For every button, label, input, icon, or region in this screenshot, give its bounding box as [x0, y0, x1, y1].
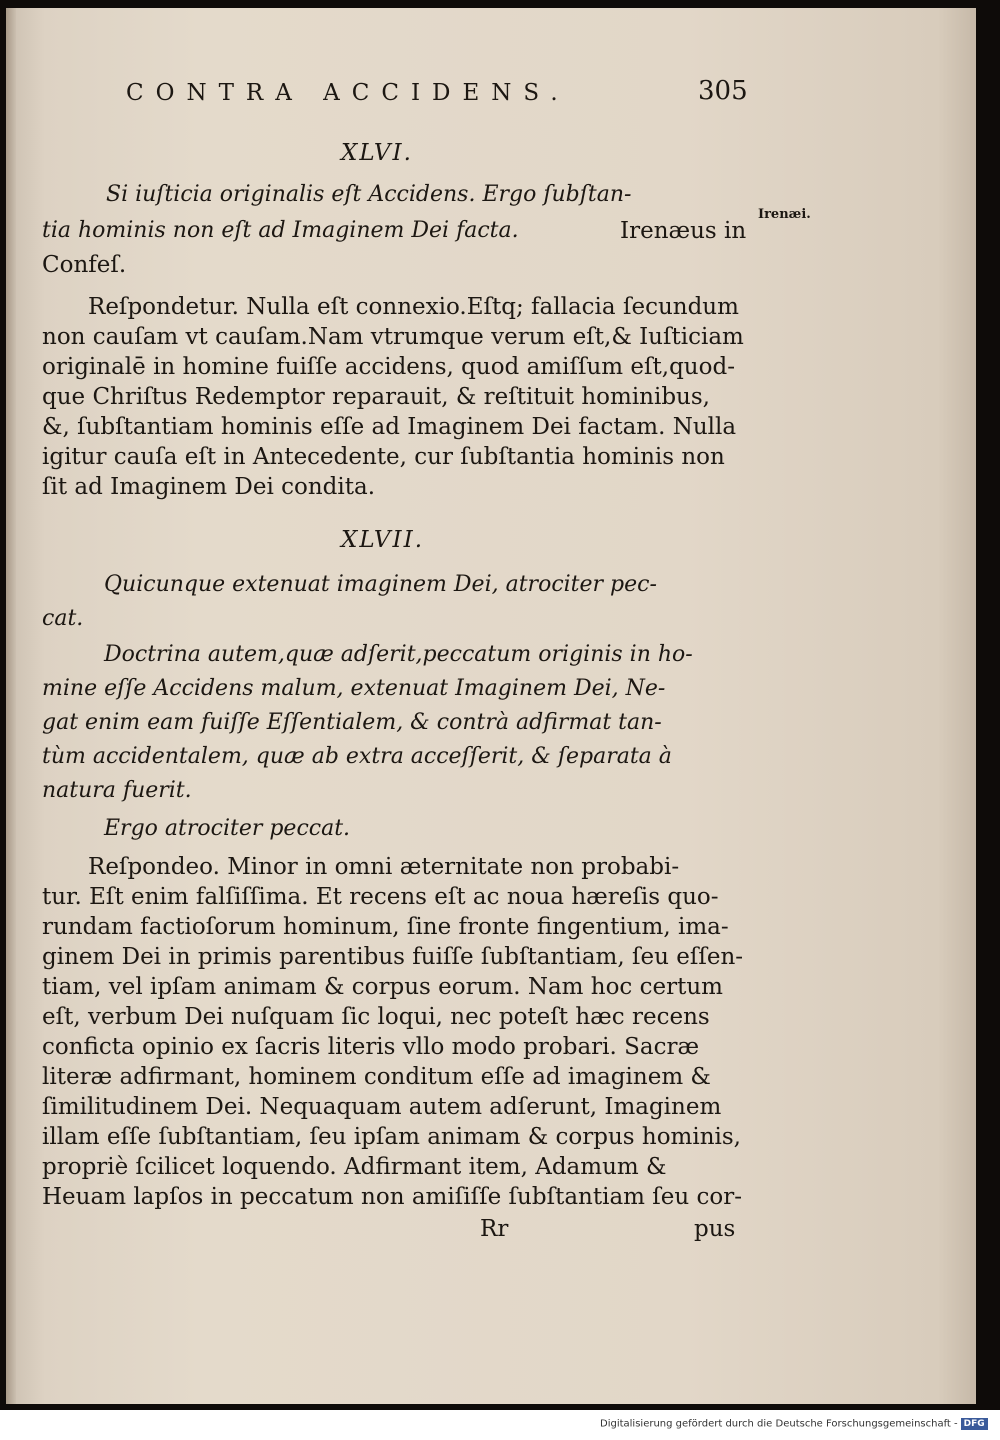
text-line: tia hominis non eſt ad Imaginem Dei facta. [42, 218, 519, 243]
text-line: tur. Eſt enim falſiſſima. Et recens eſt ac noua hæreſis quo- [42, 884, 719, 910]
text-line: conficta opinio ex ſacris literis vllo modo probari. Sacræ [42, 1034, 700, 1060]
text-line: Reſpondeo. Minor in omni æternitate non probabi- [88, 854, 680, 880]
footer-credit [600, 1418, 1000, 1440]
text-line: eſt, verbum Dei nuſquam ſic loqui, nec poteſt hæc recens [42, 1004, 710, 1030]
text-line: cat. [42, 606, 84, 631]
text-line: igitur cauſa eſt in Antecedente, cur ſubſtantia hominis non [42, 444, 725, 470]
page-number: 305 [698, 76, 748, 106]
text-line: Reſpondetur. Nulla eſt connexio.Eſtq; fallacia ſecundum [88, 294, 739, 320]
book-page [6, 8, 976, 1404]
text-line: Quicunque extenuat imaginem Dei, atrociter pec- [104, 572, 657, 597]
text-line: propriè ſcilicet loquendo. Adfirmant item, Adamum & [42, 1154, 667, 1180]
section-numeral: XLVII. [341, 527, 425, 553]
text-line: tùm accidentalem, quæ ab extra acceſſerit, & ſeparata à [42, 744, 672, 769]
text-line: literæ adfirmant, hominem conditum eſſe ad imaginem & [42, 1064, 711, 1090]
text-line: gat enim eam fuiſſe Eſſentialem, & contrà adfirmat tan- [42, 710, 662, 735]
running-title: CONTRA ACCIDENS. [126, 80, 570, 106]
margin-note: Irenæi. [758, 207, 811, 222]
text-line: non cauſam vt cauſam.Nam vtrumque verum eſt,& Iuſticiam [42, 324, 744, 350]
text-line: rundam factioſorum hominum, ſine fronte fingentium, ima- [42, 914, 729, 940]
footer-text: Digitalisierung gefördert durch die Deutsche Forschungsgemeinschaft - [600, 1418, 958, 1430]
text-line: originalē in homine fuiſſe accidens, quod amiſſum eſt,quod- [42, 354, 735, 380]
text-line: que Chriſtus Redemptor reparauit, & reſtituit hominibus, [42, 384, 710, 410]
text-line: Doctrina autem,quæ adſerit,peccatum originis in ho- [104, 642, 693, 667]
text-line: ſit ad Imaginem Dei condita. [42, 474, 376, 500]
text-line: ſimilitudinem Dei. Nequaquam autem adſerunt, Imaginem [42, 1094, 722, 1120]
catchword: pus [694, 1216, 736, 1242]
text-line: Ergo atrociter peccat. [104, 816, 351, 841]
text-line: Si iuſticia originalis eſt Accidens. Ergo ſubſtan- [106, 182, 632, 207]
text-line: mine eſſe Accidens malum, extenuat Imaginem Dei, Ne- [42, 676, 666, 701]
dfg-logo: DFG [961, 1418, 988, 1430]
text-line: ginem Dei in primis parentibus fuiſſe ſubſtantiam, ſeu eſſen- [42, 944, 744, 970]
text-line: Confeſ. [42, 252, 127, 278]
section-numeral: XLVI. [341, 140, 413, 166]
text-line: illam eſſe ſubſtantiam, ſeu ipſam animam & corpus hominis, [42, 1124, 741, 1150]
text-line: Irenæus in [620, 218, 747, 244]
text-line: Heuam lapſos in peccatum non amiſiſſe ſubſtantiam ſeu cor- [42, 1184, 743, 1210]
text-line: natura fuerit. [42, 778, 192, 803]
text-line: &, ſubſtantiam hominis eſſe ad Imaginem Dei factam. Nulla [42, 414, 737, 440]
signature-mark: Rr [480, 1216, 509, 1242]
text-line: tiam, vel ipſam animam & corpus eorum. Nam hoc certum [42, 974, 723, 1000]
